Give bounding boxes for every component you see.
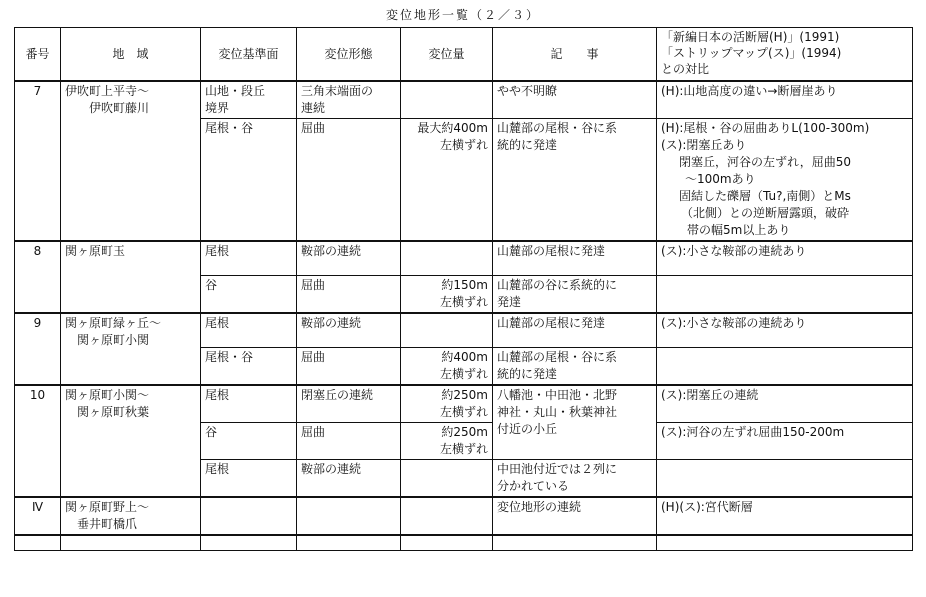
row-compare (657, 348, 913, 386)
row-number: 8 (15, 241, 61, 313)
row-reference: 尾根 (201, 241, 297, 276)
row-remarks: 山麓部の尾根に発達 (493, 241, 657, 276)
header-form: 変位形態 (297, 28, 401, 82)
row-compare: (ス):小さな鞍部の連続あり (657, 241, 913, 276)
table-row (15, 241, 913, 276)
row-compare: (H):尾根・谷の屈曲ありL(100-300m) (ス):閉塞丘あり 閉塞丘，河谷の左ずれ，屈曲50 ～100mあり 固結した礫層（Tu?,南側）とMs （北側）との逆断層露頭，破砕 帯の幅5m以上あり (657, 119, 913, 242)
table-row (15, 385, 913, 423)
header-amount: 変位量 (401, 28, 493, 82)
row-reference: 谷 (201, 276, 297, 314)
row-amount: 約250m 左横ずれ (401, 385, 493, 423)
header-area: 地 域 (61, 28, 201, 82)
row-area: 伊吹町上平寺～ 伊吹町藤川 (61, 81, 201, 241)
row-compare: (H)(ス):宮代断層 (657, 497, 913, 535)
row-remarks: 八幡池・中田池・北野 神社・丸山・秋葉神社 付近の小丘 (493, 385, 657, 460)
row-number: 9 (15, 313, 61, 385)
row-form: 屈曲 (297, 348, 401, 386)
table-row-empty (15, 535, 913, 551)
row-amount: 約150m 左横ずれ (401, 276, 493, 314)
row-amount: 最大約400m 左横ずれ (401, 119, 493, 242)
header-number: 番号 (15, 28, 61, 82)
table-row (15, 497, 913, 535)
row-area: 関ヶ原町玉 (61, 241, 201, 313)
row-form: 三角末端面の 連続 (297, 81, 401, 119)
row-reference: 尾根 (201, 313, 297, 348)
header-compare-line: 「新編日本の活断層(H)」(1991) (661, 30, 840, 44)
row-reference (201, 497, 297, 535)
header-compare-line: との対比 (661, 62, 710, 76)
displacement-table (14, 27, 913, 551)
row-form (297, 497, 401, 535)
header-reference: 変位基準面 (201, 28, 297, 82)
header-compare-line: 「ストリップマップ(ス)」(1994) (661, 46, 842, 60)
row-amount (401, 313, 493, 348)
row-remarks: やや不明瞭 (493, 81, 657, 119)
row-compare: (H):山地高度の違い→断層崖あり (657, 81, 913, 119)
table-header-row (15, 28, 913, 82)
row-number: 10 (15, 385, 61, 497)
row-area: 関ヶ原町小関～ 関ヶ原町秋葉 (61, 385, 201, 497)
header-compare (657, 28, 913, 82)
row-compare (657, 460, 913, 498)
row-form: 鞍部の連続 (297, 241, 401, 276)
row-reference: 谷 (201, 423, 297, 460)
row-reference: 尾根 (201, 385, 297, 423)
row-area: 関ヶ原町野上～ 垂井町橋爪 (61, 497, 201, 535)
row-form: 閉塞丘の連続 (297, 385, 401, 423)
row-reference: 尾根 (201, 460, 297, 498)
row-remarks: 山麓部の尾根・谷に系 統的に発達 (493, 119, 657, 242)
row-remarks: 山麓部の谷に系統的に 発達 (493, 276, 657, 314)
row-amount (401, 460, 493, 498)
row-area: 関ヶ原町緑ヶ丘～ 関ヶ原町小関 (61, 313, 201, 385)
row-remarks: 山麓部の尾根に発達 (493, 313, 657, 348)
row-remarks: 中田池付近では２列に 分かれている (493, 460, 657, 498)
row-form: 鞍部の連続 (297, 313, 401, 348)
row-number: 7 (15, 81, 61, 241)
table-row (15, 81, 913, 119)
row-amount (401, 81, 493, 119)
row-compare: (ス):河谷の左ずれ屈曲150-200m (657, 423, 913, 460)
table-row (15, 313, 913, 348)
row-reference: 尾根・谷 (201, 348, 297, 386)
page-title: 変位地形一覧（２／３） (385, 8, 540, 22)
row-compare: (ス):閉塞丘の連続 (657, 385, 913, 423)
row-form: 屈曲 (297, 276, 401, 314)
row-compare (657, 276, 913, 314)
row-compare: (ス):小さな鞍部の連続あり (657, 313, 913, 348)
row-reference: 尾根・谷 (201, 119, 297, 242)
row-amount: 約250m 左横ずれ (401, 423, 493, 460)
row-form: 屈曲 (297, 119, 401, 242)
row-reference: 山地・段丘 境界 (201, 81, 297, 119)
row-number: Ⅳ (15, 497, 61, 535)
header-remarks: 記 事 (493, 28, 657, 82)
row-amount (401, 497, 493, 535)
row-amount: 約400m 左横ずれ (401, 348, 493, 386)
row-remarks: 変位地形の連続 (493, 497, 657, 535)
row-form: 鞍部の連続 (297, 460, 401, 498)
row-amount (401, 241, 493, 276)
row-remarks: 山麓部の尾根・谷に系 統的に発達 (493, 348, 657, 386)
row-form: 屈曲 (297, 423, 401, 460)
